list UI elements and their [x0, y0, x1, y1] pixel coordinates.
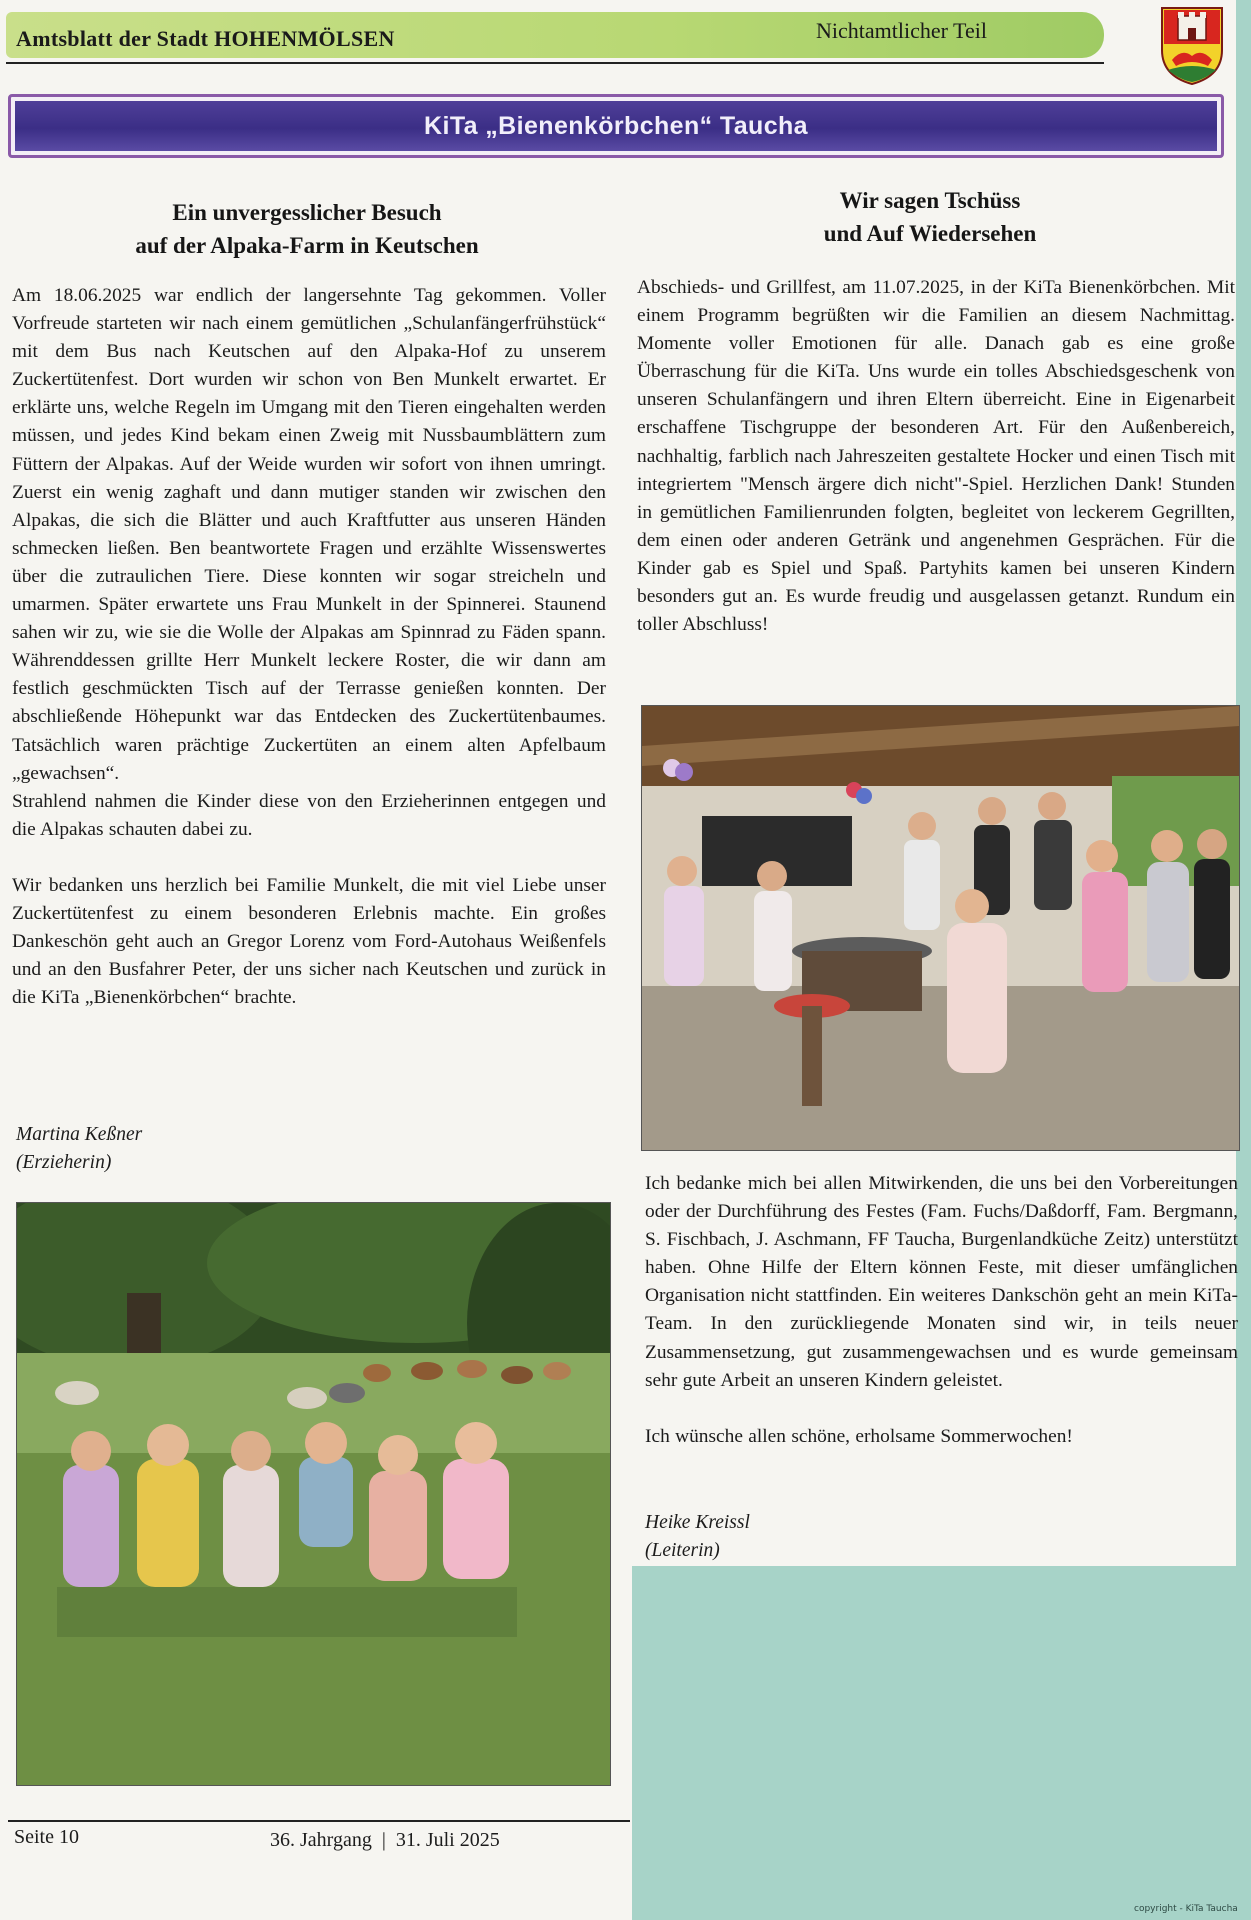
section-banner-fill	[15, 101, 1217, 151]
left-article-signature	[16, 1121, 142, 1177]
copyright-note: copyright - KiTa Taucha	[1134, 1904, 1238, 1914]
publication-title: Amtsblatt der Stadt HOHENMÖLSEN	[16, 26, 395, 51]
left-article-title	[12, 196, 602, 262]
section-banner-title: KiTa „Bienenkörbchen“ Taucha	[424, 111, 808, 140]
right-article-body	[637, 274, 1235, 639]
left-article-body	[12, 282, 606, 1012]
page-number: Seite 10	[14, 1826, 79, 1848]
author-role: (Leiterin)	[645, 1540, 720, 1561]
footer-divider	[8, 1820, 630, 1822]
left-article-title-line2: auf der Alpaka-Farm in Keutschen	[135, 233, 479, 258]
author-name: Martina Keßner	[16, 1124, 143, 1145]
header-divider	[6, 62, 1104, 64]
background-area	[632, 1566, 1251, 1920]
author-name: Heike Kreissl	[645, 1512, 750, 1533]
section-label: Nichtamtlicher Teil	[816, 18, 987, 43]
coat-of-arms-icon	[1158, 4, 1226, 86]
right-article-title	[638, 184, 1222, 250]
photo-party-icon	[641, 705, 1240, 1151]
right-article-signature	[645, 1509, 750, 1565]
left-article-paragraph: Wir bedanken uns herzlich bei Familie Munkelt, die mit viel Liebe unser Zuckertütenfest zu einem besonderen Erlebnis machte. Ein großes Dankeschön geht auch an Gregor Lorenz vom Ford-Autohaus Weißenfels und an den Busfahrer Peter, der uns sicher nach Keutschen und zurück in die KiTa „Bienenkörbchen“ brachte.	[12, 874, 606, 1009]
left-article-paragraph: Am 18.06.2025 war endlich der langersehnte Tag gekommen. Voller Vorfreude starteten wir nach einem gemütlichen „Schulanfängerfrühstück“ mit dem Bus nach Keutschen auf den Alpaka-Hof zu unserem Zuckertütenfest. Dort wurden wir schon von Ben Munkelt erwartet. Er erklärte uns, welche Regeln im Umgang mit den Tieren eingehalten werden müssen, und jedes Kind bekam einen Zweig mit Nussbaumblättern zum Füttern der Alpakas. Auf der Weide wurden wir sofort von ihnen umringt. Zuerst ein wenig zaghaft und dann mutiger standen wir zwischen den Alpakas, die sich die Blätter und auch Kraftfutter aus unseren Händen schmecken ließen. Ben beantwortete Fragen und erzählte Wissenswertes über die zutraulichen Tiere. Diese konnten wir sogar streicheln und umarmen. Später erwartete uns Frau Munkelt in der Spinnerei. Staunend sahen wir zu, wie sie die Wolle der Alpakas am Spinnrad zu Fäden spann. Währenddessen grillte Herr Munkelt leckere Roster, die wir dann am festlich geschmückten Tisch auf der Terrasse genießen konnten. Der abschließende Höhepunkt war das Entdecken des Zuckertütenbaumes. Tatsächlich waren prächtige Zuckertüten an einem alten Apfelbaum „gewachsen“.	[12, 285, 606, 784]
right-article-title-line1: Wir sagen Tschüss	[839, 188, 1021, 213]
author-role: (Erzieherin)	[16, 1152, 112, 1173]
right-article-body-continued	[645, 1170, 1238, 1451]
right-article-paragraph: Ich wünsche allen schöne, erholsame Sommerwochen!	[645, 1425, 1073, 1447]
section-banner	[8, 94, 1224, 158]
right-article-paragraph: Abschieds- und Grillfest, am 11.07.2025, in der KiTa Bienenkörbchen. Mit einem Programm begrüßten wir die Familien an diesem Nachmittag. Momente voller Emotionen für alle. Danach gab es eine große Überraschung für die KiTa. Uns wurde ein tolles Abschiedsgeschenk von unseren Schulanfängern und ihren Eltern überreicht. Eine in Eigenarbeit erschaffene Tischgruppe der besonderen Art. Für den Außenbereich, nachhaltig, farblich nach Jahreszeiten gestaltete Hocker und einen Tisch mit integriertem "Mensch ärgere dich nicht"-Spiel. Herzlichen Dank! Stunden in gemütlichen Familienrunden folgten, begleitet von leckerem Gegrillten, dem einen oder anderen Getränk und angenehmen Gesprächen. Für die Kinder gab es Spiel und Spaß. Partyhits kamen bei unseren Kindern besonders gut an. Es wurde freudig und ausgelassen getanzt. Rundum ein toller Abschluss!	[637, 277, 1235, 636]
issue-info: 36. Jahrgang | 31. Juli 2025	[270, 1829, 500, 1851]
left-article-paragraph: Strahlend nahmen die Kinder diese von den Erzieherinnen entgegen und die Alpakas schauten dabei zu.	[12, 790, 606, 840]
right-article-paragraph: Ich bedanke mich bei allen Mitwirkenden, die uns bei den Vorbereitungen oder der Durchführung des Festes (Fam. Fuchs/Daßdorff, Fam. Bergmann, S. Fischbach, J. Aschmann, FF Taucha, Burgenlandküche Zeitz) unterstützt haben. Ohne Hilfe der Eltern können Feste, mit dieser umfänglichen Organisation nicht stattfinden. Ein weiteres Dankschön geht an mein KiTa-Team. In den zurückliegende Monaten sind wir, in teils neuer Zusammensetzung, gut zusammengewachsen und es wurde gemeinsam sehr gute Arbeit an unseren Kindern geleistet.	[645, 1173, 1238, 1391]
photo-alpaca-icon	[16, 1202, 611, 1786]
right-article-title-line2: und Auf Wiedersehen	[823, 221, 1037, 246]
left-article-title-line1: Ein unvergesslicher Besuch	[172, 200, 442, 225]
